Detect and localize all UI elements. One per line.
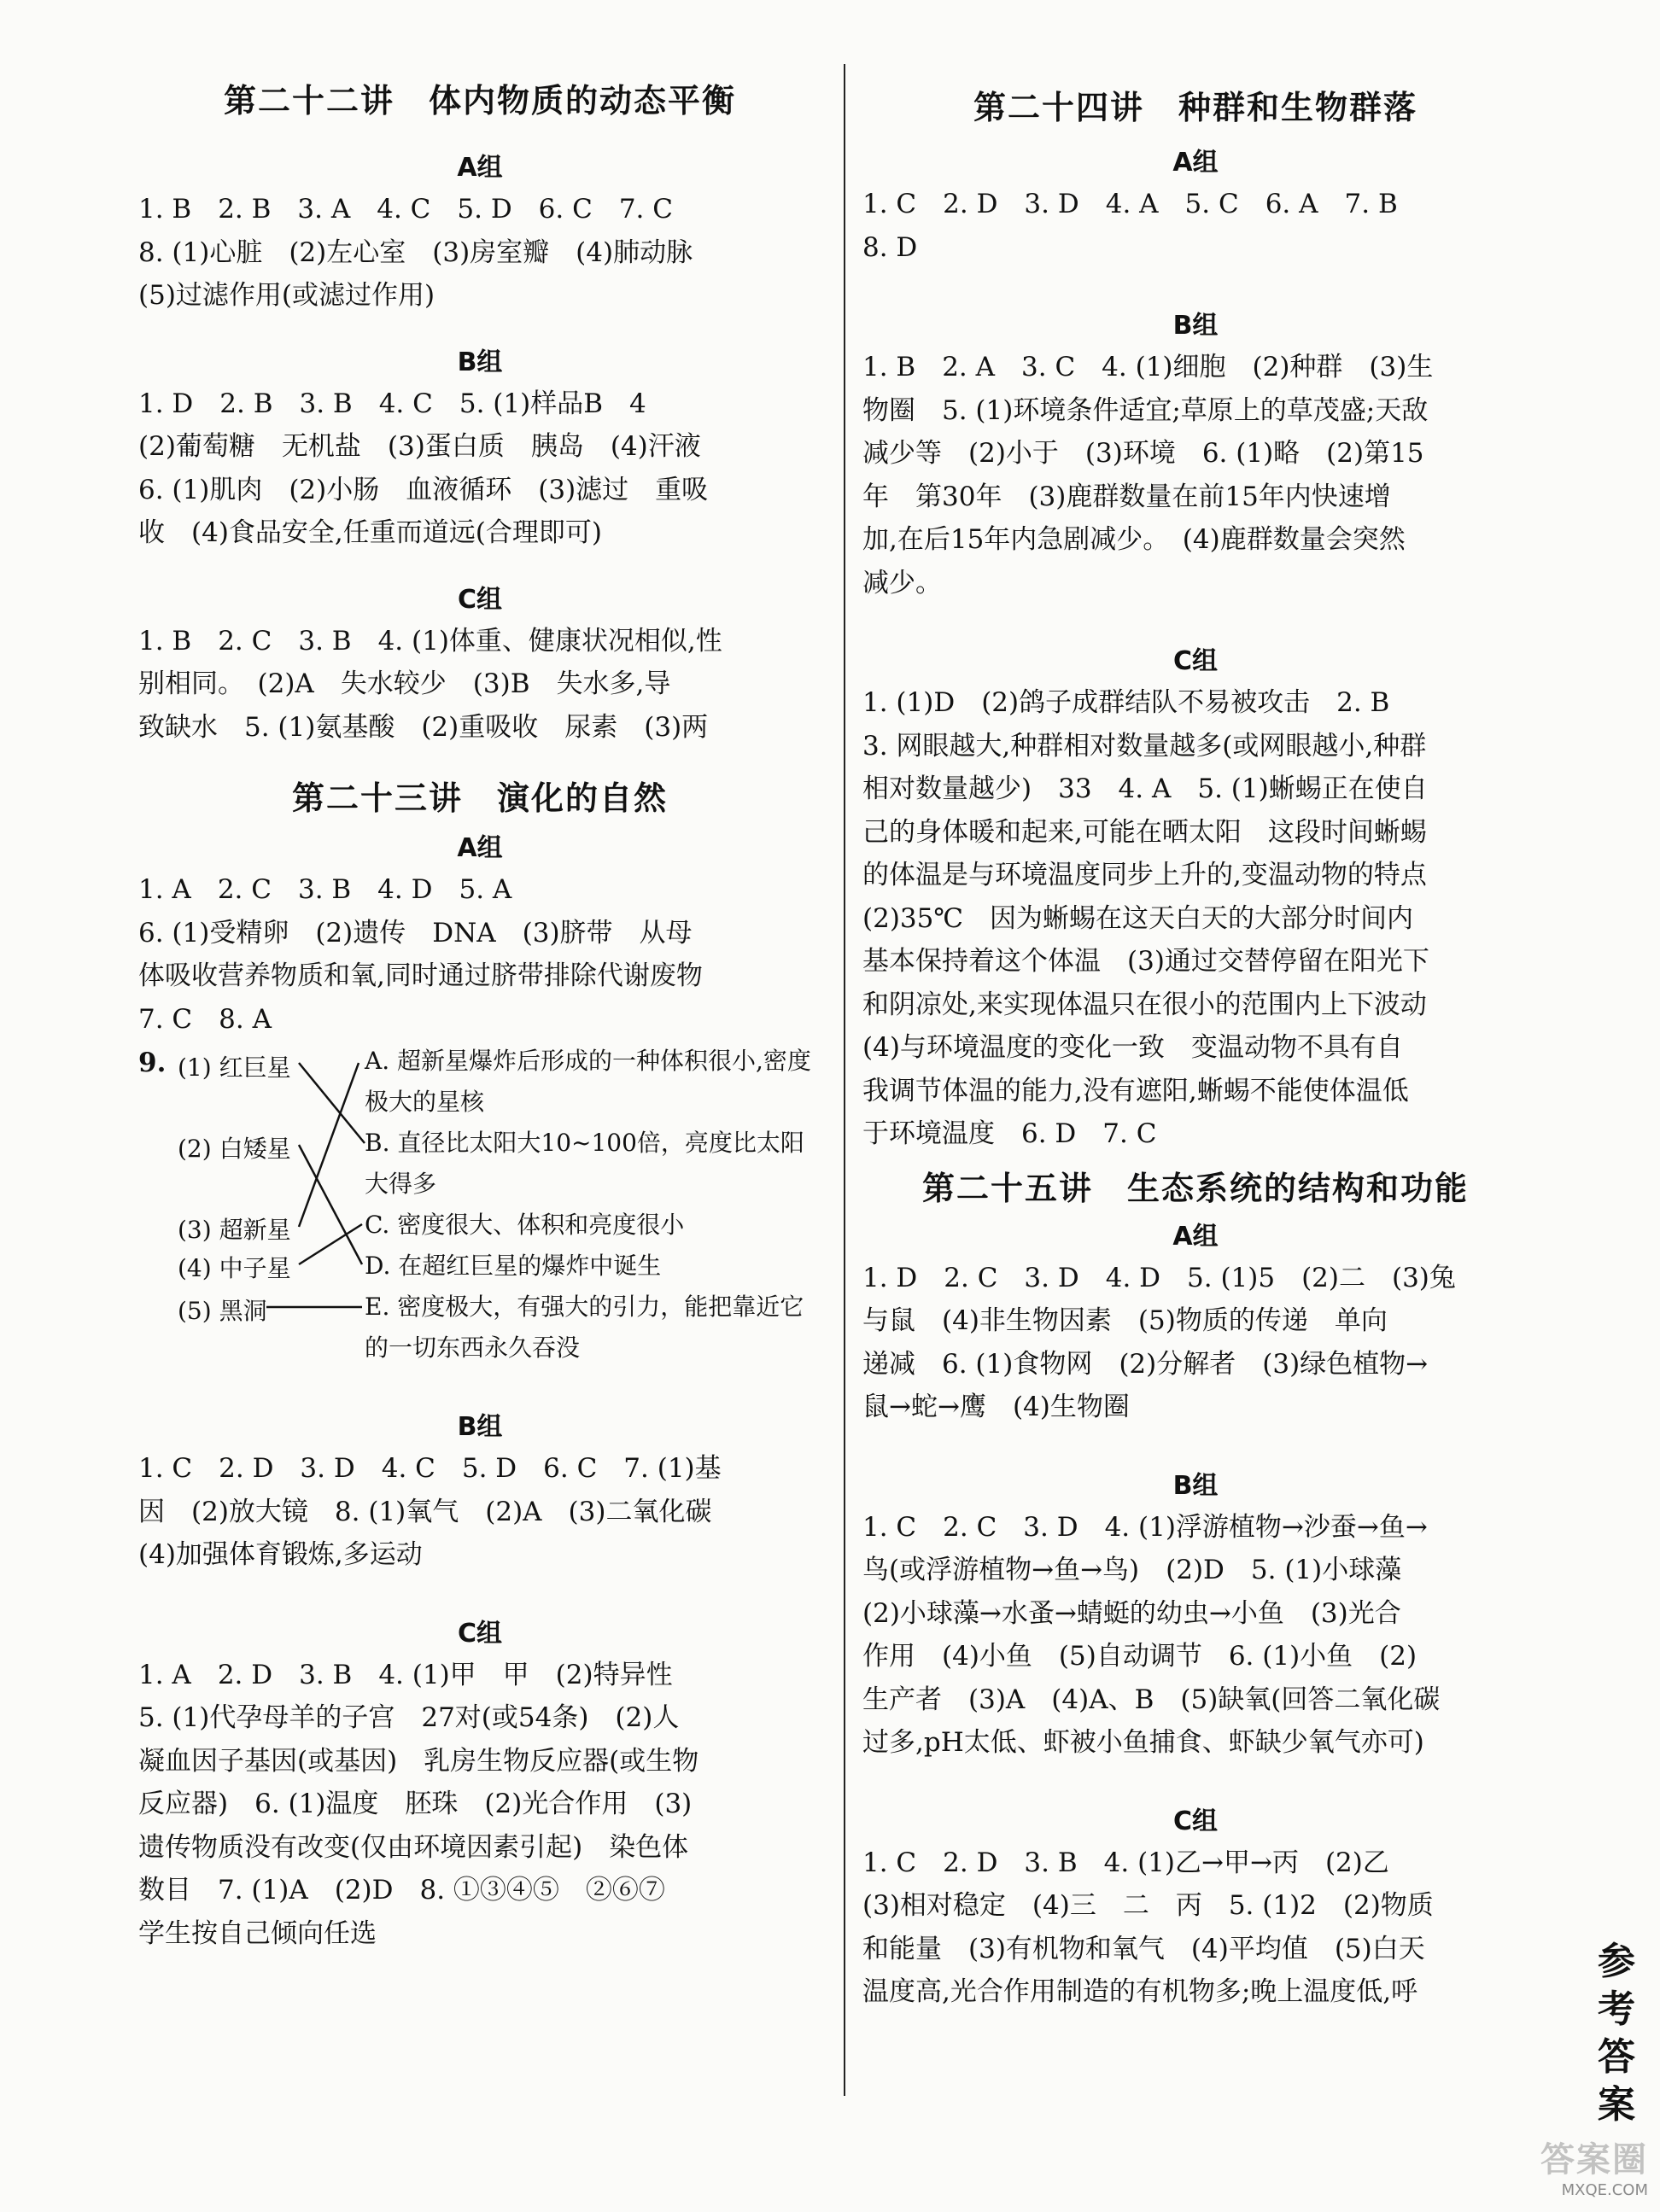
lecture22-groupA-label: A组 [457,153,503,183]
lecture24-groupB-label: B组 [1172,311,1219,341]
answer-line: 1. C 2. D 3. B 4. (1)乙→甲→丙 (2)乙 [862,1847,1389,1878]
answer-line: 致缺水 5. (1)氨基酸 (2)重吸收 尿素 (3)两 [138,711,709,743]
answer-line: 1. B 2. C 3. B 4. (1)体重、健康状况相似,性 [138,625,722,657]
answer-line: 因 (2)放大镜 8. (1)氧气 (2)A (3)二氧化碳 [138,1496,712,1527]
answer-line: 1. (1)D (2)鸽子成群结队不易被攻击 2. B [862,687,1390,718]
side-tab-label: 参考答案 [1598,1940,1635,2127]
watermark-url: MXQE.COM [1561,2181,1648,2199]
answer-line: 1. B 2. A 3. C 4. (1)细胞 (2)种群 (3)生 [862,352,1434,382]
answer-line: 减少等 (2)小于 (3)环境 6. (1)略 (2)第15 [862,438,1424,469]
answer-line: 1. C 2. D 3. D 4. A 5. C 6. A 7. B [862,189,1398,219]
lecture23-groupA-label: A组 [457,833,503,863]
answer-line: 过多,pH太低、虾被小鱼捕食、虾缺少氧气亦可) [862,1727,1424,1758]
answer-line: 鸟(或浮游植物→鱼→鸟) (2)D 5. (1)小球藻 [862,1555,1402,1585]
answer-line: 减少。 [862,567,942,598]
lecture24-title: 第二十四讲 种群和生物群落 [973,89,1417,126]
matching-number: 9. [138,1048,167,1078]
answer-line: 学生按自己倾向任选 [138,1917,377,1949]
lecture23-title: 第二十三讲 演化的自然 [291,779,668,817]
lecture25-title: 第二十五讲 生态系统的结构和功能 [921,1169,1469,1207]
answer-line: (2)35℃ 因为蜥蜴在这天白天的大部分时间内 [862,902,1414,934]
answer-line: (2)小球藻→水蚤→蜻蜓的幼虫→小鱼 (3)光合 [862,1597,1401,1629]
lecture23-groupB-label: B组 [457,1412,503,1442]
answer-line: 加,在后15年内急剧减少。 (4)鹿群数量会突然 [862,524,1406,555]
answer-line: 递减 6. (1)食物网 (2)分解者 (3)绿色植物→ [862,1348,1429,1380]
answer-line: 体吸收营养物质和氧,同时通过脐带排除代谢废物 [138,960,703,991]
answer-line: 8. (1)心脏 (2)左心室 (3)房室瓣 (4)肺动脉 [138,236,693,268]
answer-line: 年 第30年 (3)鹿群数量在前15年内快速增 [862,481,1391,512]
match-line-2-D [299,1145,362,1264]
answer-line: 鼠→蛇→鹰 (4)生物圈 [862,1392,1130,1422]
lecture23-groupC-label: C组 [457,1618,503,1649]
answer-line: 1. C 2. D 3. D 4. C 5. D 6. C 7. (1)基 [138,1453,722,1484]
answer-line: 生产者 (3)A (4)A、B (5)缺氧(回答二氧化碳 [862,1684,1441,1715]
answer-line: (4)与环境温度的变化一致 变温动物不具有自 [862,1032,1403,1063]
match-left-item: (5) 黑洞 [178,1297,267,1325]
answer-line: 5. (1)代孕母羊的子宫 27对(或54条) (2)人 [138,1702,680,1733]
match-right-item: B. 直径比太阳大10~100倍，亮度比太阳大得多 [365,1129,804,1198]
answer-line: (4)加强体育锻炼,多运动 [138,1539,423,1570]
answer-line: 1. D 2. C 3. D 4. D 5. (1)5 (2)二 (3)兔 [862,1262,1456,1293]
answer-line: 基本保持着这个体温 (3)通过交替停留在阳光下 [862,946,1429,977]
match-right-item: D. 在超红巨星的爆炸中诞生 [365,1252,662,1280]
answer-line: 的体温是与环境温度同步上升的,变温动物的特点 [862,860,1427,890]
answer-line: (3)相对稳定 (4)三 二 丙 5. (1)2 (2)物质 [862,1890,1434,1921]
lecture22-groupB-label: B组 [457,347,503,377]
answer-line: 温度高,光合作用制造的有机物多;晚上温度低,呼 [862,1976,1418,2007]
matching-question [138,1041,821,1408]
column-divider [844,64,845,2096]
answer-line: 和阴凉处,来实现体温只在很小的范围内上下波动 [862,989,1427,1020]
answer-line: 3. 网眼越大,种群相对数量越多(或网眼越小,种群 [862,730,1427,762]
lecture22-groupC-label: C组 [457,584,503,615]
answer-line: 1. A 2. D 3. B 4. (1)甲 甲 (2)特异性 [138,1659,673,1690]
answer-line: 6. (1)肌肉 (2)小肠 血液循环 (3)滤过 重吸 [138,474,709,505]
answer-line: 1. B 2. B 3. A 4. C 5. D 6. C 7. C [138,194,673,225]
lecture25-groupA-label: A组 [1172,1221,1219,1252]
watermark [1503,2133,1648,2201]
right-column [862,77,1528,2014]
answer-line: 凝血因子基因(或基因) 乳房生物反应器(或生物 [138,1745,699,1777]
answer-line: (5)过滤作用(或滤过作用) [138,280,435,311]
match-left-item: (2) 白矮星 [178,1135,291,1163]
match-left-item: (4) 中子星 [178,1254,291,1282]
answer-line: 我调节体温的能力,没有遮阳,蜥蜴不能使体温低 [862,1075,1409,1106]
answer-line: 7. C 8. A [138,1003,272,1035]
answer-line: 物圈 5. (1)环境条件适宜;草原上的草茂盛;天敌 [862,394,1429,426]
answer-line: 和能量 (3)有机物和氧气 (4)平均值 (5)白天 [862,1933,1425,1964]
match-left-item: (1) 红巨星 [178,1053,291,1082]
lecture22-title: 第二十二讲 体内物质的动态平衡 [223,82,736,120]
match-left-item: (3) 超新星 [178,1216,291,1244]
match-right-item: E. 密度极大，有强大的引力，能把靠近它的一切东西永久吞没 [365,1293,804,1362]
answer-line: 遗传物质没有改变(仅由环境因素引起) 染色体 [138,1831,689,1863]
matching-lines [138,1041,821,1408]
answer-line: 反应器) 6. (1)温度 胚珠 (2)光合作用 (3) [138,1789,693,1819]
answer-line: 1. D 2. B 3. B 4. C 5. (1)样品B 4 [138,388,646,419]
answer-line: 6. (1)受精卵 (2)遗传 DNA (3)脐带 从母 [138,917,693,948]
answer-line: 于环境温度 6. D 7. C [862,1118,1157,1149]
answer-line: (2)葡萄糖 无机盐 (3)蛋白质 胰岛 (4)汗液 [138,431,701,462]
answer-line: 8. D [862,231,918,263]
answer-line: 己的身体暖和起来,可能在晒太阳 这段时间蜥蜴 [862,816,1427,848]
answer-line: 1. C 2. C 3. D 4. (1)浮游植物→沙蚕→鱼→ [862,1511,1428,1543]
answer-line: 1. A 2. C 3. B 4. D 5. A [138,874,512,905]
answer-line: 相对数量越少) 33 4. A 5. (1)蜥蜴正在使自 [862,773,1428,804]
answer-line: 作用 (4)小鱼 (5)自动调节 6. (1)小鱼 (2) [862,1641,1417,1672]
answer-line: 别相同。 (2)A 失水较少 (3)B 失水多,导 [138,668,671,699]
match-right-item: C. 密度很大、体积和亮度很小 [365,1211,685,1239]
lecture25-groupB-label: B组 [1172,1470,1219,1501]
left-column [138,77,821,1955]
answer-line: 与鼠 (4)非生物因素 (5)物质的传递 单向 [862,1305,1388,1336]
lecture25-groupC-label: C组 [1172,1806,1219,1836]
watermark-logo: 答案圈 [1540,2140,1648,2180]
answer-line: 数目 7. (1)A (2)D 8. ①③④⑤ ②⑥⑦ [138,1875,665,1906]
match-right-item: A. 超新星爆炸后形成的一种体积很小,密度极大的星核 [365,1047,811,1116]
answer-line: 收 (4)食品安全,任重而道远(合理即可) [138,517,602,548]
lecture24-groupA-label: A组 [1172,148,1219,178]
lecture24-groupC-label: C组 [1172,646,1219,676]
